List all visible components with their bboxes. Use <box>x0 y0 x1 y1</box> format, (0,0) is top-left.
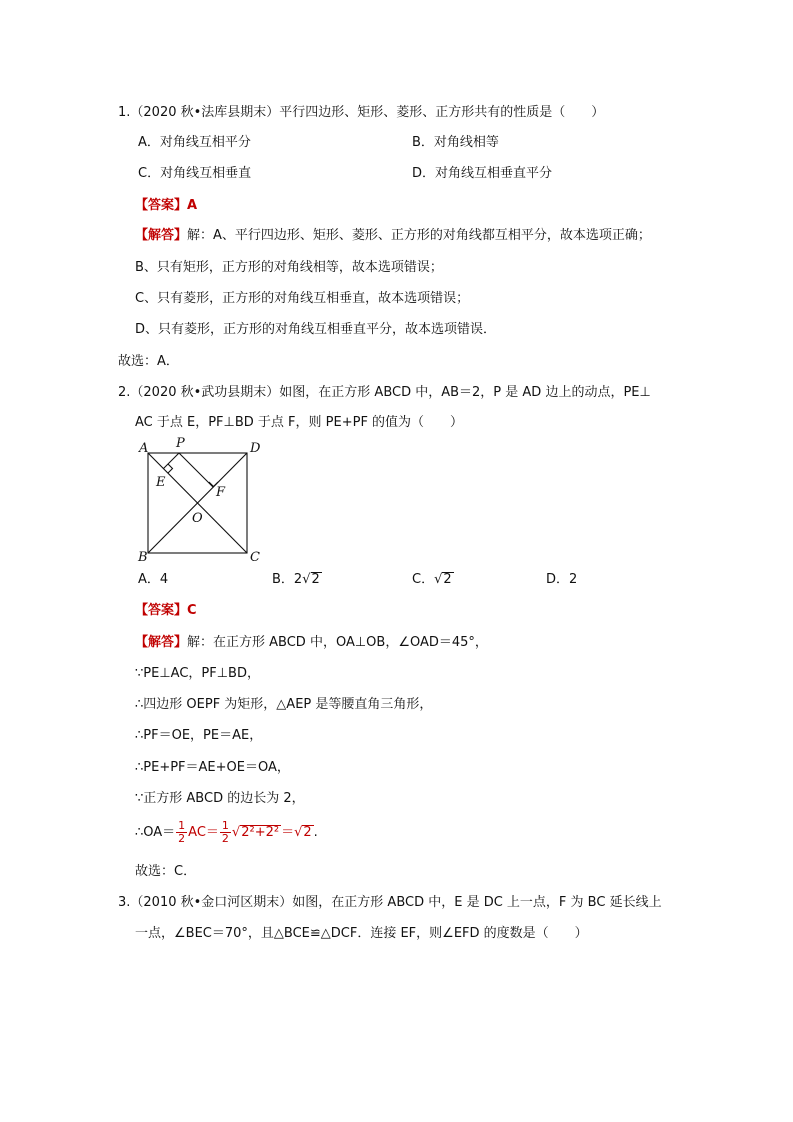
q2-stem-line2: AC 于点 E，PF⊥BD 于点 F，则 PE+PF 的值为（ ） <box>135 415 464 430</box>
q2-option-c <box>412 571 454 589</box>
q2-analysis-line1: 解：在正方形 ABCD 中，OA⊥OB，∠OAD＝45°， <box>187 635 488 650</box>
segment-pe <box>164 453 180 469</box>
q2-analysis-line5: ∴PE+PF＝AE+OE＝OA， <box>135 760 290 775</box>
segment-pf <box>179 453 213 487</box>
q2-formula-start: ∴OA＝ <box>135 825 176 840</box>
fraction-denominator: 2 <box>221 832 229 845</box>
q2-formula <box>135 820 318 846</box>
q2-analysis-line6: ∵正方形 ABCD 的边长为 2， <box>135 791 305 806</box>
q2-option-b-sqrt-sign: √ <box>302 572 311 587</box>
q2-square-figure <box>130 434 270 569</box>
label-e: E <box>156 475 166 490</box>
q2-analysis-label: 【解答】 <box>135 635 188 650</box>
label-f: F <box>216 485 226 500</box>
q1-analysis-line2: B、只有矩形，正方形的对角线相等，故本选项错误； <box>135 260 443 275</box>
q2-stem-line1: 2.（2020 秋•武功县期末）如图，在正方形 ABCD 中，AB＝2，P 是 AD 边上的动点，PE⊥ <box>118 385 651 400</box>
label-a: A <box>139 441 149 456</box>
fraction-denominator: 2 <box>178 832 186 845</box>
q2-option-c-prefix: C． <box>412 572 435 587</box>
label-o: O <box>192 511 203 526</box>
q2-formula-fraction-1 <box>176 820 187 845</box>
q2-formula-eq: ＝ <box>281 825 295 840</box>
fraction-numerator: 1 <box>221 819 229 832</box>
q1-answer-value: A <box>187 198 198 213</box>
q1-stem: 1.（2020 秋•法库县期末）平行四边形、矩形、菱形、正方形共有的性质是（ ） <box>118 105 605 120</box>
q2-formula-mid: AC＝ <box>188 825 219 840</box>
q2-choose: 故选：C． <box>135 864 197 879</box>
q3-stem-line2: 一点，∠BEC＝70°，且△BCE≌△DCF．连接 EF，则∠EFD 的度数是（ ） <box>135 926 588 941</box>
q2-formula-sqrt-sign: √ <box>231 825 241 840</box>
q2-formula-fraction-2 <box>220 820 231 845</box>
q1-option-d: D．对角线互相垂直平分 <box>412 166 553 181</box>
q2-option-b <box>272 571 322 589</box>
label-c: C <box>250 550 260 565</box>
q2-analysis-first <box>135 634 488 652</box>
fraction-numerator: 1 <box>178 819 186 832</box>
q1-answer <box>135 197 197 215</box>
q1-option-b: B．对角线相等 <box>412 135 499 150</box>
q2-formula-result-radicand: 2 <box>303 825 312 840</box>
q1-analysis-line3: C、只有菱形，正方形的对角线互相垂直，故本选项错误； <box>135 291 470 306</box>
q1-choose: 故选：A． <box>118 354 179 369</box>
q2-option-c-radicand: 2 <box>443 572 452 587</box>
q2-answer-value: C <box>187 603 197 618</box>
q1-analysis-line4: D、只有菱形，正方形的对角线互相垂直平分，故本选项错误． <box>135 322 497 337</box>
q2-option-b-prefix: B．2 <box>272 572 303 587</box>
q2-option-c-sqrt-sign: √ <box>434 572 443 587</box>
q1-analysis-label: 【解答】 <box>135 228 188 243</box>
q1-option-c: C．对角线互相垂直 <box>138 166 252 181</box>
q2-formula-end: . <box>313 825 318 840</box>
q2-option-d: D．2 <box>546 572 578 587</box>
right-angle-e <box>168 464 173 473</box>
q1-option-a: A．对角线互相平分 <box>138 135 251 150</box>
q2-answer <box>135 602 197 620</box>
q2-option-b-radicand: 2 <box>311 572 320 587</box>
q2-analysis-line2: ∵PE⊥AC，PF⊥BD， <box>135 666 260 681</box>
label-b: B <box>138 550 148 565</box>
q1-analysis-line1: 解：A、平行四边形、矩形、菱形、正方形的对角线都互相平分，故本选项正确； <box>187 228 651 243</box>
q2-formula-result-sqrt-sign: √ <box>294 825 303 840</box>
q1-answer-label: 【答案】 <box>135 198 188 213</box>
q2-formula-radicand: 2²+2² <box>241 825 280 840</box>
q2-analysis-line4: ∴PF＝OE，PE＝AE， <box>135 728 263 743</box>
q1-analysis-first <box>135 227 651 245</box>
label-d: D <box>250 441 261 456</box>
q2-analysis-line3: ∴四边形 OEPF 为矩形，△AEP 是等腰直角三角形， <box>135 697 433 712</box>
q3-stem-line1: 3.（2010 秋•金口河区期末）如图，在正方形 ABCD 中，E 是 DC 上一点，F 为 BC 延长线上 <box>118 895 662 910</box>
q2-option-a: A．4 <box>138 572 169 587</box>
label-p: P <box>176 436 185 451</box>
q2-answer-label: 【答案】 <box>135 603 188 618</box>
